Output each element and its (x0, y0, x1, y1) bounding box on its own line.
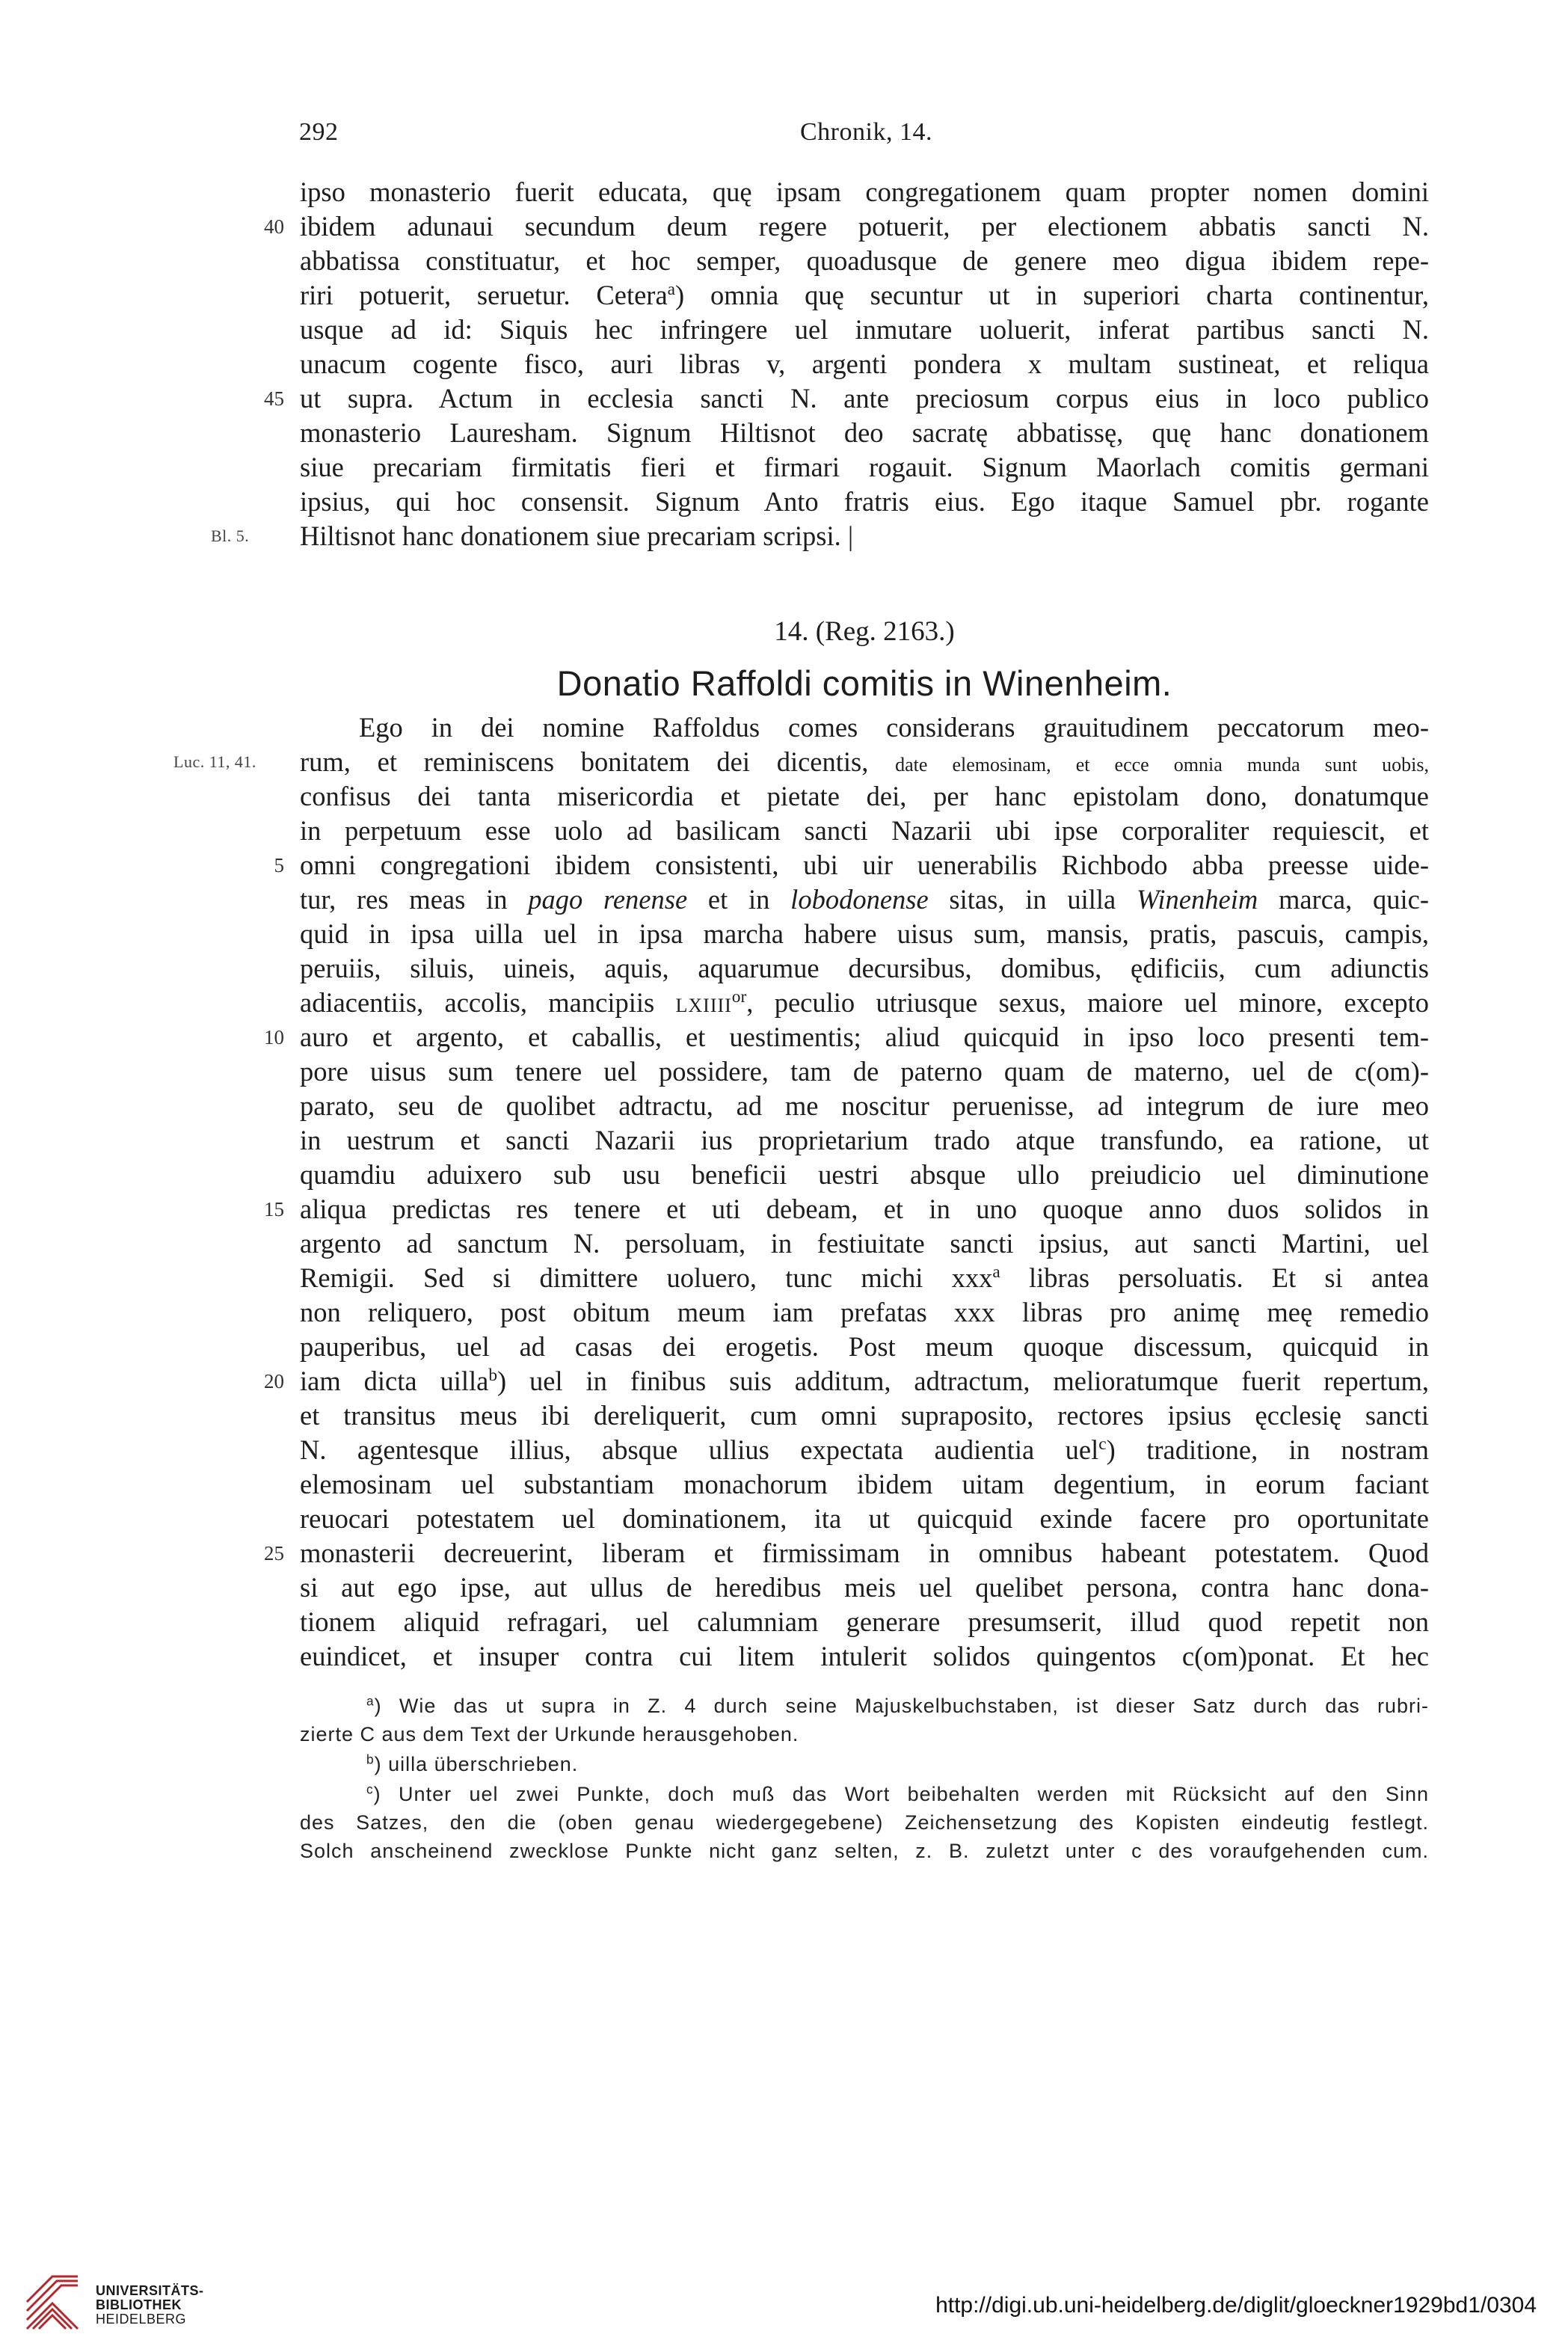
line-number: 20 (264, 1370, 284, 1392)
line-number: 40 (264, 215, 284, 238)
footnote-ref-a: a (667, 280, 676, 300)
library-logo (22, 2273, 269, 2333)
text-line: auro et argento, et caballis, et uestimentis; aliud quicquid in ipso loco presenti tem- (300, 1022, 1429, 1052)
permalink-url[interactable]: http://digi.ub.uni-heidelberg.de/diglit/gloeckner1929bd1/0304 (935, 2293, 1537, 2318)
text-line: in uestrum et sancti Nazarii ius proprietarium trado atque transfundo, ea ratione, ut (300, 1125, 1429, 1155)
place-name: lobodonense (790, 884, 929, 915)
line-number: 25 (264, 1542, 284, 1564)
section-title: Donatio Raffoldi comitis in Winenheim. (556, 663, 1172, 703)
margin-reference: Bl. 5. (211, 526, 250, 545)
text-line: pore uisus sum tenere uel possidere, tam de paterno quam de materno, uel de c(om)- (300, 1056, 1429, 1087)
text-line: tionem aliquid refragari, uel calumniam generare presumserit, illud quod repetit non (300, 1606, 1429, 1637)
text-line: ut supra. Actum in ecclesia sancti N. ante preciosum corpus eius in loco publico (300, 383, 1429, 414)
line-number: 5 (274, 854, 284, 876)
roman-numeral: lxiiii (675, 987, 732, 1018)
footnote-c-cont: Solch anscheinend zwecklose Punkte nicht ganz selten, z. B. zuletzt unter c des voraufgehenden cum. (300, 1840, 1429, 1862)
library-logo-icon (22, 2273, 82, 2333)
text-line: confisus dei tanta misericordia et pietate dei, per hanc epistolam dono, donatumque (300, 781, 1429, 811)
text-line: reuocari potestatem uel dominationem, ita ut quicquid exinde facere pro oportunitate (300, 1503, 1429, 1534)
text-line: abbatissa constituatur, et hoc semper, quoadusque de genere meo digua ibidem repe- (300, 245, 1429, 276)
footnote-c-cont: des Satzes, den die (oben genau wiedergegebene) Zeichensetzung des Kopisten eindeutig festlegt. (300, 1811, 1429, 1834)
text-line: peruiis, siluis, uineis, aquis, aquarumue decursibus, domibus, ędificiis, cum adiunctis (300, 953, 1429, 983)
text-line: iam dicta uilla$^b$) uel in finibus suis additum, adtractum, melioratumque fuerit repertum, (300, 1366, 1430, 1396)
text-line: tur, res meas in pago renense et in lobodonense sitas, in uilla Winenheim marca, quic- (300, 884, 1430, 915)
text-line: monasterio Lauresham. Signum Hiltisnot deo sacratę abbatissę, quę hanc donationem (300, 417, 1429, 448)
text-line: argento ad sanctum N. persoluam, in festiuitate sancti ipsius, aut sancti Martini, uel (300, 1228, 1429, 1259)
line-number: 45 (264, 387, 284, 410)
place-name: Winenheim (1137, 884, 1258, 915)
text-line: quid in ipsa uilla uel in ipsa marcha habere uisus sum, mansis, pratis, pascuis, campis, (300, 918, 1429, 949)
text-line: quamdiu aduixero sub usu beneficii uestri absque ullo preiudicio uel diminutione (300, 1159, 1429, 1190)
text-line: N. agentesque illius, absque ullius expectata audientia uel$^c$) traditione, in nostram (300, 1434, 1429, 1465)
margin-reference: Luc. 11, 41. (173, 752, 256, 771)
library-name: UNIVERSITÄTS- BIBLIOTHEK HEIDELBERG (96, 2283, 204, 2327)
page-number: 292 (299, 118, 339, 146)
text-line: et transitus meus ibi dereliquerit, cum omni supraposito, rectores ipsius ęcclesię sancti (300, 1400, 1429, 1431)
text-line: ibidem adunaui secundum deum regere potuerit, per electionem abbatis sancti N. (300, 211, 1429, 242)
text-line: non reliquero, post obitum meum iam prefatas xxx libras pro animę meę remedio (300, 1297, 1429, 1327)
scripture-quote: date elemosinam, et ecce omnia munda sunt uobis, (895, 754, 1430, 776)
text-line: si aut ego ipse, aut ullus de heredibus meis uel quelibet persona, contra hanc dona- (300, 1572, 1429, 1603)
text-line: riri potuerit, seruetur. Cetera$^a$) omnia quę secuntur ut in superiori charta continentur, (300, 280, 1429, 310)
text-line: unacum cogente fisco, auri libras v, argenti pondera x multam sustineat, et reliqua (300, 348, 1429, 379)
footnote-b: $^b$) uilla überschrieben. (366, 1751, 579, 1775)
text-line: in perpetuum esse uolo ad basilicam sancti Nazarii ubi ipse corporaliter requiescit, et (300, 815, 1429, 846)
text-line: Remigii. Sed si dimittere uoluero, tunc michi xxx$^a$ libras persoluatis. Et si antea (300, 1262, 1429, 1293)
place-name: pago renense (528, 884, 688, 915)
footnote-a: $^a$) Wie das ut supra in Z. 4 durch seine Majuskelbuchstaben, ist dieser Satz durch das rubri- (366, 1693, 1429, 1717)
text-line: omni congregationi ibidem consistenti, ubi uir uenerabilis Richbodo abba preesse uide- (300, 850, 1429, 880)
line-number: 10 (264, 1026, 284, 1048)
text-line: usque ad id: Siquis hec infringere uel inmutare uoluerit, inferat partibus sancti N. (300, 314, 1429, 345)
text-line: Ego in dei nomine Raffoldus comes considerans grauitudinem peccatorum meo- (359, 712, 1429, 743)
footnote-ref-b: b (488, 1366, 498, 1386)
text-line: parato, seu de quolibet adtractu, ad me noscitur peruenisse, ad integrum de iure meo (300, 1090, 1429, 1121)
text-line: rum, et reminiscens bonitatem dei dicentis, date elemosinam, et ecce omnia munda sunt uobis, (300, 746, 1430, 777)
footnote-a-cont: zierte C aus dem Text der Urkunde herausgehoben. (300, 1723, 799, 1745)
text-line: pauperibus, uel ad casas dei erogetis. Post meum quoque discessum, quicquid in (300, 1331, 1429, 1362)
text-line: euindicet, et insuper contra cui litem intulerit solidos quingentos c(om)ponat. Et hec (300, 1641, 1429, 1671)
footnote-ref-a: a (992, 1262, 1000, 1283)
running-title: Chronik, 14. (800, 118, 932, 146)
footnote-c: $^c$) Unter uel zwei Punkte, doch muß das Wort beibehalten werden mit Rücksicht auf den Sinn (366, 1781, 1429, 1805)
page-header (299, 118, 935, 156)
text-line: elemosinam uel substantiam monachorum ibidem uitam degentium, in eorum faciant (300, 1469, 1429, 1499)
text-line: adiacentiis, accolis, mancipiis lxiiii$^{or}$, peculio utriusque sexus, maiore uel minore, excepto (300, 987, 1429, 1018)
text-line: siue precariam firmitatis fieri et firmari rogauit. Signum Maorlach comitis germani (300, 452, 1429, 482)
text-line: Hiltisnot hanc donationem siue precariam scripsi. | (300, 521, 854, 551)
line-number: 15 (264, 1198, 284, 1220)
text-line: monasterii decreuerint, liberam et firmissimam in omnibus habeant potestatem. Quod (300, 1538, 1429, 1568)
text-line: ipsius, qui hoc consensit. Signum Anto fratris eius. Ego itaque Samuel pbr. rogante (300, 486, 1429, 517)
text-line: aliqua predictas res tenere et uti debeam, et in uno quoque anno duos solidos in (300, 1194, 1429, 1224)
text-line: ipso monasterio fuerit educata, quę ipsam congregationem quam propter nomen domini (300, 176, 1429, 207)
footnote-ref-c: c (1098, 1434, 1107, 1455)
section-number: 14. (Reg. 2163.) (774, 616, 955, 647)
